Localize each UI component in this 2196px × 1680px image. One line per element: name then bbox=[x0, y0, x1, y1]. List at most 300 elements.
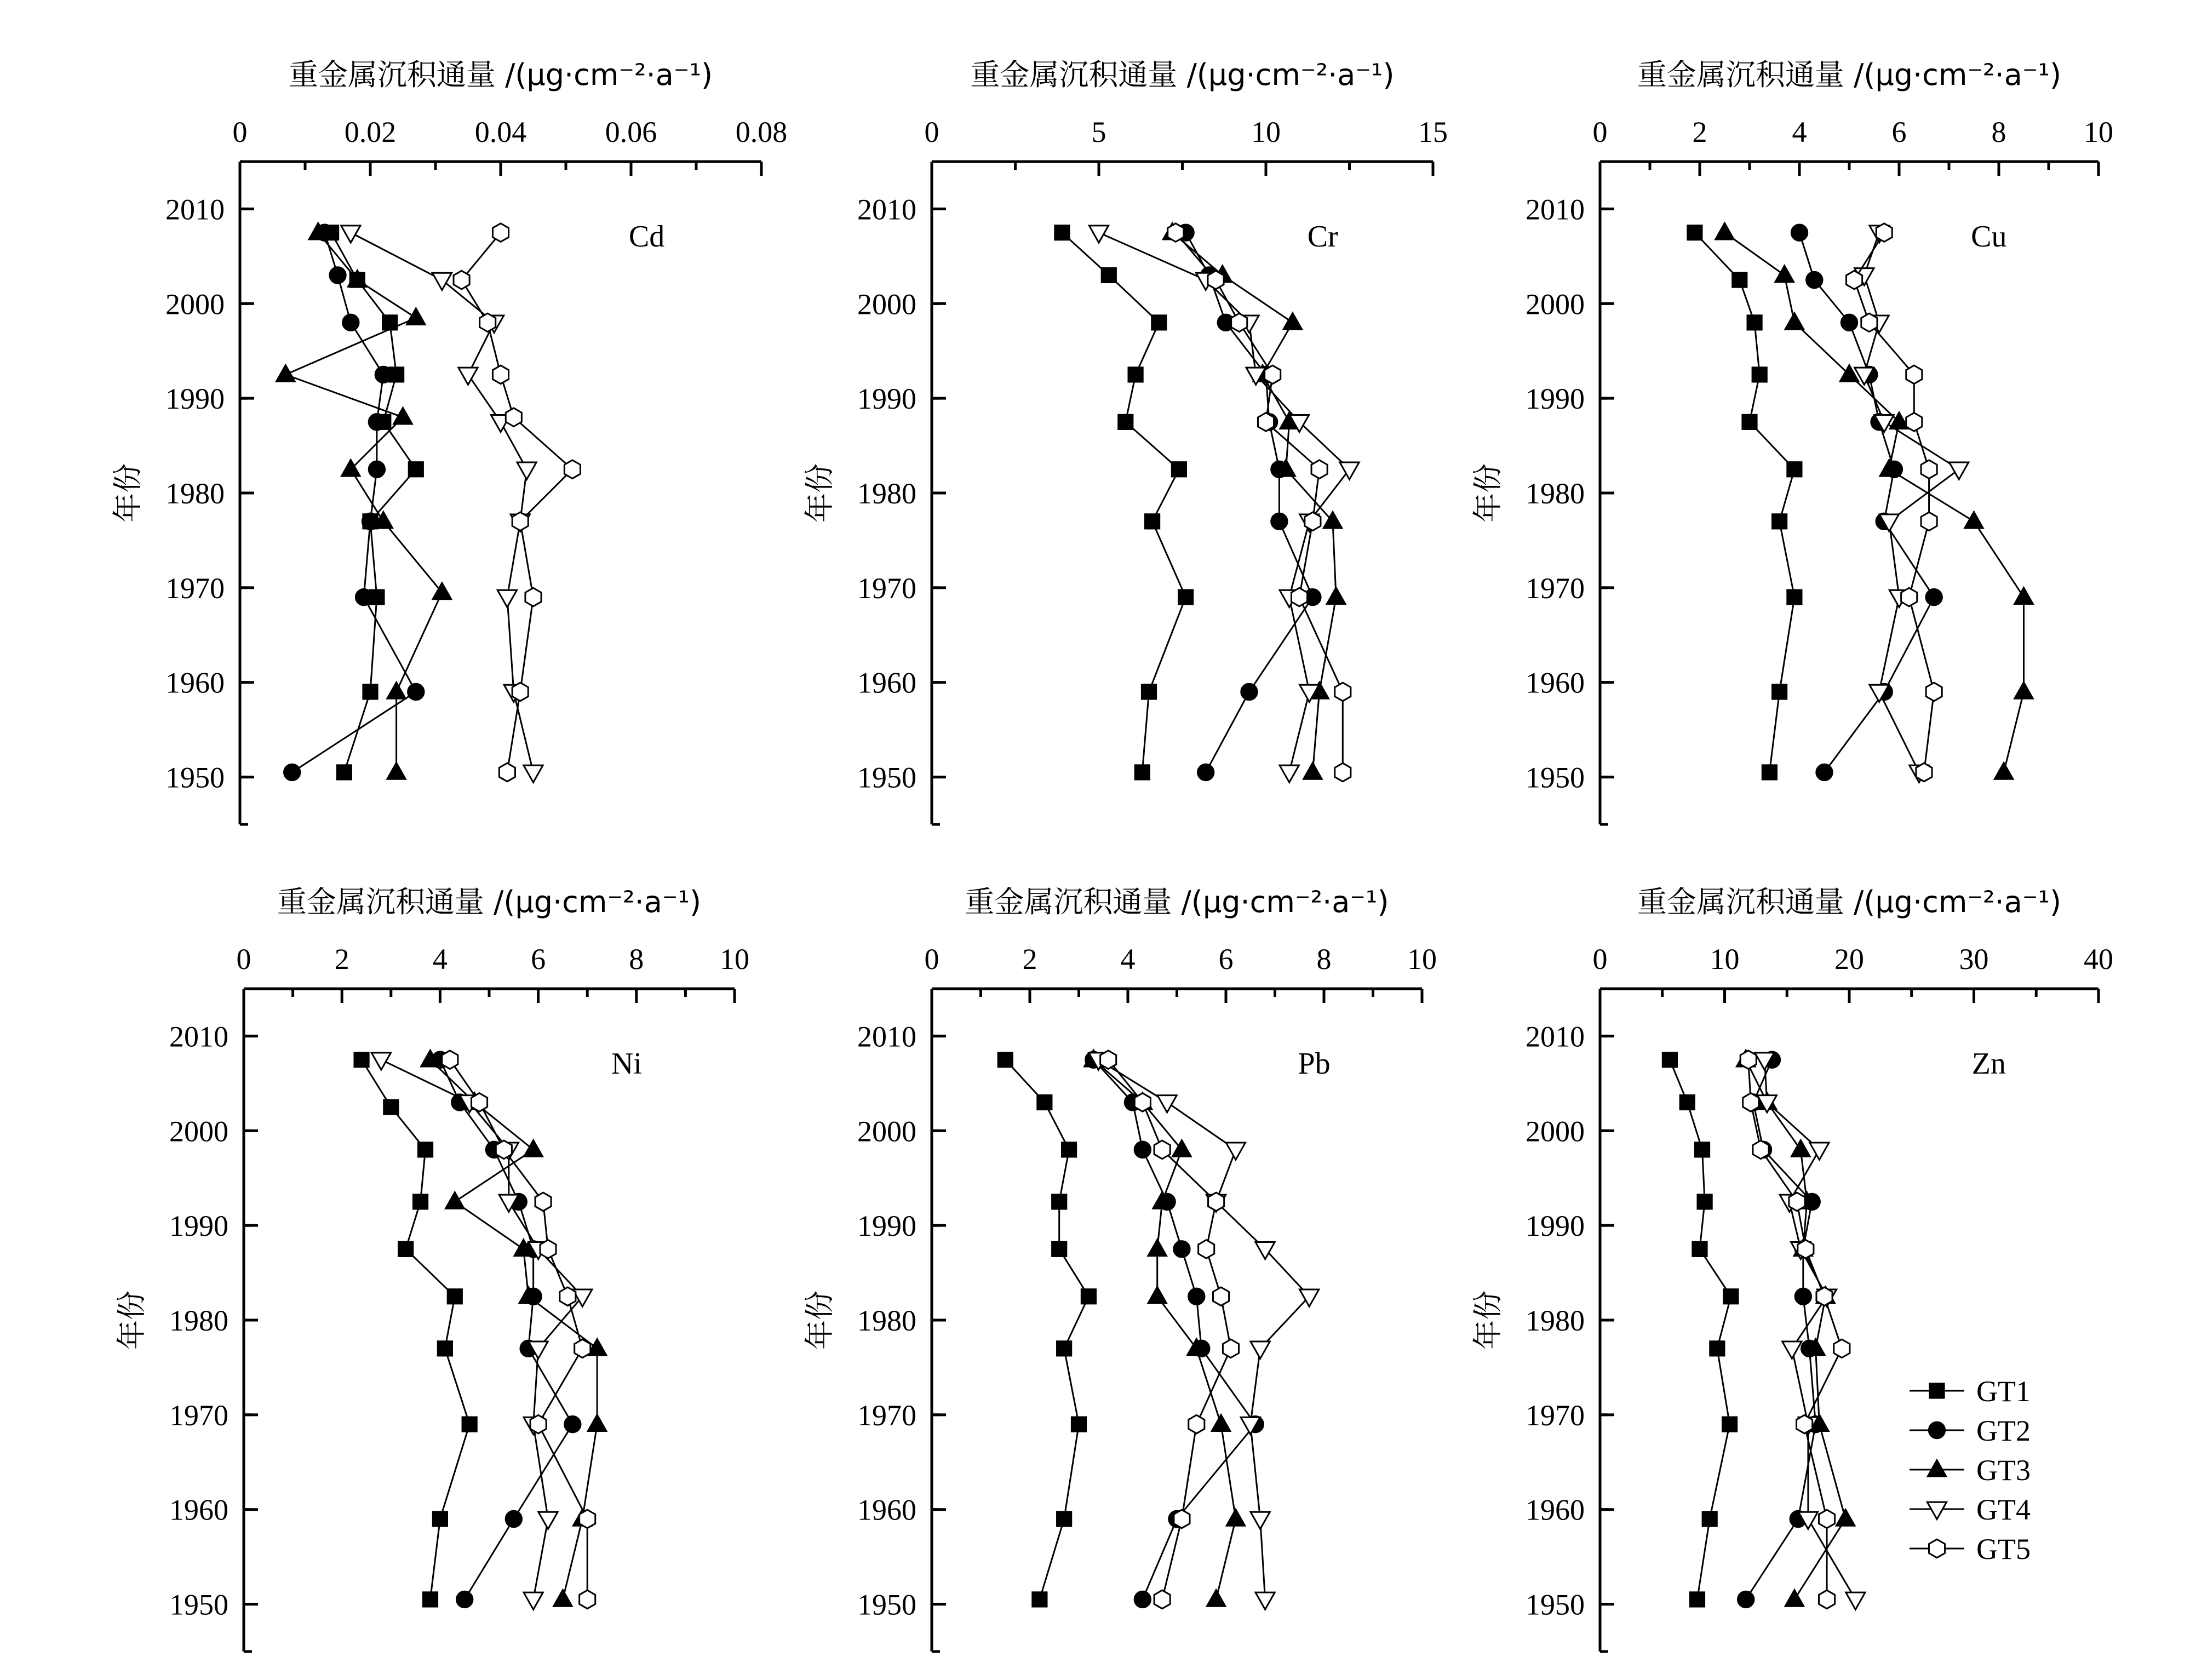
data-point bbox=[387, 682, 406, 699]
y-tick-label: 1990 bbox=[1526, 382, 1585, 416]
data-point bbox=[1208, 271, 1224, 289]
y-tick-label: 2010 bbox=[857, 193, 916, 226]
data-point bbox=[525, 588, 541, 606]
y-tick-label: 1980 bbox=[165, 477, 225, 510]
data-point bbox=[1052, 1194, 1067, 1209]
data-point bbox=[1787, 590, 1802, 605]
series-line bbox=[1854, 233, 1934, 772]
x-tick-label: 4 bbox=[1792, 116, 1807, 148]
x-tick-label: 4 bbox=[432, 943, 448, 976]
data-point bbox=[1723, 1289, 1738, 1304]
series-line bbox=[1098, 1060, 1309, 1599]
data-point bbox=[1791, 224, 1808, 240]
data-point bbox=[1787, 462, 1802, 477]
legend-marker bbox=[1929, 1539, 1945, 1558]
data-point bbox=[1901, 588, 1917, 606]
x-axis-title: 重金属沉积通量 /(μg·cm⁻²·a⁻¹) bbox=[1637, 885, 2062, 919]
x-tick-label: 0.08 bbox=[735, 116, 788, 148]
series-gt4 bbox=[1855, 226, 1969, 782]
data-point bbox=[1241, 684, 1257, 700]
data-point bbox=[1148, 1286, 1167, 1303]
data-point bbox=[1921, 460, 1937, 479]
x-tick-label: 8 bbox=[1991, 116, 2006, 148]
panel-label: Cr bbox=[1307, 220, 1338, 254]
data-point bbox=[1173, 1241, 1190, 1257]
data-point bbox=[1836, 1509, 1855, 1526]
y-tick-label: 1950 bbox=[165, 761, 225, 794]
data-point bbox=[575, 1339, 590, 1358]
data-point bbox=[1213, 1287, 1229, 1306]
y-tick-label: 1970 bbox=[169, 1398, 228, 1432]
data-point bbox=[1834, 1339, 1850, 1358]
data-point bbox=[1032, 1592, 1047, 1607]
data-point bbox=[1722, 1417, 1737, 1432]
data-point bbox=[1906, 413, 1922, 432]
data-point bbox=[1710, 1341, 1724, 1356]
data-point bbox=[1291, 588, 1307, 606]
data-point bbox=[393, 407, 412, 424]
y-tick-label: 1970 bbox=[1526, 1398, 1585, 1432]
data-point bbox=[2014, 587, 2033, 604]
data-point bbox=[1226, 1509, 1245, 1526]
data-point bbox=[432, 273, 451, 290]
data-point bbox=[1271, 513, 1287, 530]
data-point bbox=[1327, 587, 1346, 604]
data-point bbox=[1145, 514, 1160, 529]
data-point bbox=[1762, 765, 1777, 779]
data-point bbox=[1118, 415, 1133, 429]
x-tick-label: 6 bbox=[1891, 116, 1907, 148]
data-point bbox=[1926, 683, 1942, 701]
legend-label: GT1 bbox=[1976, 1375, 2031, 1408]
legend-item-gt1 bbox=[1910, 1375, 2031, 1408]
data-point bbox=[535, 1192, 551, 1211]
data-point bbox=[1752, 367, 1767, 382]
x-axis-title: 重金属沉积通量 /(μg·cm⁻²·a⁻¹) bbox=[970, 58, 1395, 92]
data-point bbox=[1154, 1140, 1170, 1159]
data-point bbox=[1732, 272, 1747, 287]
data-point bbox=[1208, 1192, 1224, 1211]
data-point bbox=[1283, 312, 1302, 329]
legend-marker bbox=[1929, 1383, 1944, 1398]
data-point bbox=[1134, 1142, 1151, 1158]
x-tick-label: 10 bbox=[2084, 116, 2113, 148]
data-point bbox=[1772, 684, 1787, 699]
data-point bbox=[1071, 1417, 1086, 1432]
data-point bbox=[560, 1287, 576, 1306]
data-point bbox=[580, 1590, 595, 1609]
data-point bbox=[442, 1051, 458, 1069]
data-point bbox=[1816, 1287, 1832, 1306]
series-line bbox=[1005, 1060, 1088, 1599]
x-tick-label: 2 bbox=[334, 943, 349, 976]
panel-cr bbox=[802, 58, 1448, 824]
legend-label: GT3 bbox=[1976, 1454, 2031, 1487]
data-point bbox=[1251, 1512, 1270, 1529]
x-tick-label: 0 bbox=[924, 943, 939, 976]
y-tick-label: 1990 bbox=[169, 1209, 228, 1243]
data-point bbox=[369, 461, 385, 478]
x-tick-label: 2 bbox=[1692, 116, 1707, 148]
x-axis-title: 重金属沉积通量 /(μg·cm⁻²·a⁻¹) bbox=[288, 58, 713, 92]
x-tick-label: 6 bbox=[1218, 943, 1234, 976]
data-point bbox=[1154, 1590, 1170, 1609]
data-point bbox=[1921, 512, 1937, 531]
y-tick-label: 1960 bbox=[857, 666, 916, 699]
data-point bbox=[2014, 682, 2033, 699]
data-point bbox=[1100, 1051, 1116, 1069]
x-axis-title: 重金属沉积通量 /(μg·cm⁻²·a⁻¹) bbox=[1637, 58, 2062, 92]
data-point bbox=[1054, 225, 1069, 240]
data-point bbox=[1747, 315, 1762, 330]
data-point bbox=[1785, 1590, 1804, 1607]
panel-label: Cd bbox=[628, 220, 665, 254]
data-point bbox=[1223, 1339, 1239, 1358]
data-point bbox=[1698, 1194, 1712, 1209]
y-tick-label: 2000 bbox=[1526, 288, 1585, 321]
data-point bbox=[276, 365, 295, 382]
data-point bbox=[354, 1052, 369, 1067]
data-point bbox=[1695, 1142, 1710, 1157]
data-point bbox=[1207, 1590, 1226, 1607]
x-tick-label: 15 bbox=[1418, 116, 1448, 148]
data-point bbox=[1251, 1341, 1270, 1358]
data-point bbox=[1172, 462, 1186, 477]
data-point bbox=[1785, 312, 1804, 329]
x-tick-label: 8 bbox=[1316, 943, 1332, 976]
data-point bbox=[284, 764, 300, 781]
data-point bbox=[356, 589, 372, 605]
data-point bbox=[1816, 764, 1832, 781]
data-point bbox=[1775, 265, 1794, 282]
data-point bbox=[1135, 765, 1150, 779]
data-point bbox=[1303, 762, 1322, 779]
data-point bbox=[1062, 1142, 1076, 1157]
data-point bbox=[1199, 1240, 1214, 1259]
y-tick-label: 1950 bbox=[1526, 761, 1585, 794]
data-point bbox=[1662, 1052, 1677, 1067]
data-point bbox=[517, 462, 536, 479]
data-point bbox=[1211, 1414, 1230, 1431]
y-tick-label: 2010 bbox=[857, 1020, 916, 1053]
data-point bbox=[387, 762, 406, 779]
y-tick-label: 1950 bbox=[857, 1588, 916, 1621]
x-tick-label: 0 bbox=[1592, 943, 1608, 976]
y-tick-label: 1990 bbox=[165, 382, 225, 416]
data-point bbox=[1148, 1239, 1167, 1256]
data-point bbox=[499, 763, 515, 782]
data-point bbox=[1258, 413, 1274, 432]
data-point bbox=[1916, 763, 1932, 782]
legend-label: GT5 bbox=[1976, 1533, 2031, 1566]
data-point bbox=[1926, 589, 1942, 605]
series-gt1 bbox=[354, 1052, 477, 1607]
data-point bbox=[1335, 683, 1351, 701]
data-point bbox=[538, 1512, 558, 1529]
data-point bbox=[998, 1052, 1013, 1067]
data-point bbox=[1806, 272, 1822, 288]
data-point bbox=[1772, 514, 1787, 529]
data-point bbox=[462, 1417, 477, 1432]
x-tick-label: 10 bbox=[1710, 943, 1740, 976]
data-point bbox=[1847, 271, 1862, 289]
panel-label: Cu bbox=[1971, 220, 2007, 254]
legend-label: GT2 bbox=[1976, 1414, 2031, 1447]
x-tick-label: 30 bbox=[1959, 943, 1989, 976]
y-axis-title: 年份 bbox=[802, 1291, 837, 1350]
data-point bbox=[1335, 763, 1351, 782]
x-axis-title: 重金属沉积通量 /(μg·cm⁻²·a⁻¹) bbox=[277, 885, 702, 919]
y-tick-label: 1960 bbox=[165, 666, 225, 699]
data-point bbox=[1134, 1591, 1151, 1608]
legend-item-gt3 bbox=[1910, 1454, 2031, 1487]
x-tick-label: 10 bbox=[1251, 116, 1281, 148]
data-point bbox=[512, 512, 528, 531]
series-gt5 bbox=[454, 223, 580, 782]
x-tick-label: 6 bbox=[531, 943, 546, 976]
x-tick-label: 0 bbox=[236, 943, 251, 976]
data-point bbox=[448, 1289, 462, 1304]
data-point bbox=[1690, 1592, 1705, 1607]
data-point bbox=[375, 366, 392, 383]
data-point bbox=[530, 1415, 546, 1434]
y-tick-label: 1970 bbox=[1526, 571, 1585, 605]
data-point bbox=[1753, 1140, 1769, 1159]
x-tick-label: 0.06 bbox=[605, 116, 657, 148]
data-point bbox=[1305, 512, 1321, 531]
y-tick-label: 1970 bbox=[857, 1398, 916, 1432]
data-point bbox=[497, 590, 517, 607]
data-point bbox=[406, 308, 426, 325]
panel-pb bbox=[802, 885, 1437, 1652]
data-point bbox=[1687, 225, 1702, 240]
data-point bbox=[1740, 1051, 1756, 1069]
series-line bbox=[362, 1060, 469, 1599]
y-tick-label: 2000 bbox=[169, 1115, 228, 1148]
y-tick-label: 1960 bbox=[1526, 1493, 1585, 1527]
y-axis-title: 年份 bbox=[110, 463, 145, 523]
y-tick-label: 1990 bbox=[857, 1209, 916, 1243]
data-point bbox=[1791, 1139, 1810, 1156]
data-point bbox=[1680, 1095, 1695, 1110]
data-point bbox=[1265, 365, 1281, 384]
data-point bbox=[524, 1592, 543, 1609]
x-axis-title: 重金属沉积通量 /(μg·cm⁻²·a⁻¹) bbox=[965, 885, 1389, 919]
data-point bbox=[564, 460, 580, 479]
data-point bbox=[458, 368, 478, 385]
data-point bbox=[1715, 222, 1734, 239]
x-tick-label: 40 bbox=[2084, 943, 2113, 976]
data-point bbox=[1151, 315, 1166, 330]
data-point bbox=[472, 1093, 488, 1112]
data-point bbox=[1226, 1143, 1245, 1160]
x-tick-label: 20 bbox=[1834, 943, 1864, 976]
data-point bbox=[1743, 1093, 1759, 1112]
y-tick-label: 2000 bbox=[1526, 1115, 1585, 1148]
data-point bbox=[1052, 1242, 1067, 1257]
data-point bbox=[1174, 1510, 1190, 1528]
data-point bbox=[456, 1591, 473, 1608]
series-gt2 bbox=[1177, 224, 1321, 781]
panel-label: Zn bbox=[1971, 1047, 2006, 1081]
data-point bbox=[445, 1192, 465, 1209]
data-point bbox=[580, 1510, 595, 1528]
data-point bbox=[342, 314, 359, 331]
data-point bbox=[1994, 762, 2014, 779]
series-gt1 bbox=[1662, 1052, 1739, 1607]
data-point bbox=[1810, 1143, 1829, 1160]
data-point bbox=[1861, 313, 1877, 332]
data-point bbox=[506, 1511, 522, 1527]
series-gt2 bbox=[432, 1051, 581, 1608]
series-line bbox=[1670, 1060, 1730, 1599]
data-point bbox=[1168, 223, 1184, 242]
series-gt4 bbox=[1089, 1053, 1319, 1609]
legend-label: GT4 bbox=[1976, 1493, 2031, 1526]
y-tick-label: 1960 bbox=[169, 1493, 228, 1527]
x-tick-label: 0 bbox=[924, 116, 939, 148]
x-tick-label: 0.02 bbox=[344, 116, 397, 148]
data-point bbox=[1311, 460, 1327, 479]
data-point bbox=[438, 1341, 452, 1356]
data-point bbox=[1102, 268, 1116, 283]
legend-marker bbox=[1927, 1502, 1946, 1519]
data-point bbox=[1798, 1240, 1814, 1259]
data-point bbox=[1819, 1510, 1835, 1528]
data-point bbox=[1081, 1289, 1096, 1304]
series-gt2 bbox=[1791, 224, 1942, 781]
data-point bbox=[1841, 314, 1857, 331]
y-tick-label: 2010 bbox=[169, 1020, 228, 1053]
data-point bbox=[413, 1194, 428, 1209]
y-tick-label: 1970 bbox=[857, 571, 916, 605]
y-tick-label: 1960 bbox=[857, 1493, 916, 1527]
data-point bbox=[1128, 367, 1143, 382]
data-point bbox=[1819, 1590, 1835, 1609]
data-point bbox=[363, 684, 377, 699]
data-point bbox=[512, 683, 528, 701]
x-tick-label: 10 bbox=[720, 943, 749, 976]
data-point bbox=[409, 462, 423, 477]
data-point bbox=[564, 1416, 581, 1432]
data-point bbox=[1782, 1341, 1802, 1358]
y-axis-title: 年份 bbox=[114, 1291, 149, 1350]
data-point bbox=[1057, 1511, 1071, 1526]
x-tick-label: 4 bbox=[1120, 943, 1136, 976]
x-tick-label: 10 bbox=[1407, 943, 1437, 976]
series-gt1 bbox=[998, 1052, 1096, 1607]
data-point bbox=[1964, 511, 1983, 528]
x-tick-label: 0 bbox=[232, 116, 248, 148]
series-gt1 bbox=[1054, 225, 1193, 779]
x-tick-label: 2 bbox=[1022, 943, 1037, 976]
data-point bbox=[480, 313, 496, 332]
y-tick-label: 2000 bbox=[857, 288, 916, 321]
data-point bbox=[1188, 1288, 1205, 1305]
y-tick-label: 2010 bbox=[165, 193, 225, 226]
x-tick-label: 5 bbox=[1091, 116, 1106, 148]
data-point bbox=[398, 1242, 413, 1257]
data-point bbox=[524, 765, 543, 782]
data-point bbox=[524, 1139, 543, 1156]
data-point bbox=[540, 1240, 556, 1259]
data-point bbox=[1692, 1242, 1707, 1257]
data-point bbox=[1057, 1341, 1071, 1356]
data-point bbox=[1797, 1415, 1813, 1434]
data-point bbox=[1950, 462, 1969, 479]
panel-ni bbox=[114, 885, 750, 1652]
y-axis-title: 年份 bbox=[1470, 1291, 1505, 1350]
data-point bbox=[1795, 1288, 1811, 1305]
data-point bbox=[369, 414, 385, 430]
data-point bbox=[423, 1592, 438, 1607]
data-point bbox=[1906, 365, 1922, 384]
y-tick-label: 2000 bbox=[165, 288, 225, 321]
legend-marker bbox=[1927, 1460, 1946, 1477]
data-point bbox=[1037, 1095, 1052, 1110]
data-point bbox=[492, 365, 508, 384]
y-tick-label: 1980 bbox=[857, 477, 916, 510]
data-point bbox=[1134, 1093, 1150, 1112]
y-tick-label: 1950 bbox=[169, 1588, 228, 1621]
data-point bbox=[341, 226, 360, 243]
y-tick-label: 1960 bbox=[1526, 666, 1585, 699]
data-point bbox=[1738, 1591, 1754, 1608]
data-point bbox=[433, 1511, 448, 1526]
data-point bbox=[1089, 226, 1108, 243]
data-point bbox=[454, 271, 469, 289]
data-point bbox=[1142, 684, 1156, 699]
y-tick-label: 1990 bbox=[857, 382, 916, 416]
panel-label: Pb bbox=[1298, 1047, 1331, 1081]
legend-item-gt5 bbox=[1910, 1533, 2031, 1566]
y-tick-label: 1980 bbox=[1526, 477, 1585, 510]
data-point bbox=[496, 1140, 512, 1159]
y-tick-label: 2000 bbox=[857, 1115, 916, 1148]
y-tick-label: 1980 bbox=[1526, 1304, 1585, 1337]
data-point bbox=[553, 1590, 572, 1607]
series-gt1 bbox=[1687, 225, 1802, 779]
data-point bbox=[1876, 223, 1892, 242]
data-point bbox=[1157, 1096, 1177, 1113]
data-point bbox=[1702, 1511, 1717, 1526]
x-tick-label: 8 bbox=[629, 943, 644, 976]
data-point bbox=[1280, 765, 1299, 782]
data-point bbox=[383, 1099, 398, 1114]
panel-label: Ni bbox=[611, 1047, 642, 1081]
series-line bbox=[1093, 1060, 1236, 1599]
y-tick-label: 2010 bbox=[1526, 193, 1585, 226]
data-point bbox=[1789, 1192, 1805, 1211]
series-line bbox=[1062, 233, 1186, 772]
legend bbox=[1910, 1375, 2031, 1566]
panel-cu bbox=[1471, 58, 2114, 824]
data-point bbox=[492, 223, 508, 242]
y-tick-label: 2010 bbox=[1526, 1020, 1585, 1053]
y-tick-label: 1950 bbox=[1526, 1588, 1585, 1621]
x-tick-label: 0 bbox=[1592, 116, 1608, 148]
data-point bbox=[588, 1414, 607, 1431]
legend-marker bbox=[1929, 1422, 1945, 1438]
data-point bbox=[1197, 764, 1214, 781]
y-tick-label: 1980 bbox=[857, 1304, 916, 1337]
y-tick-label: 1990 bbox=[1526, 1209, 1585, 1243]
data-point bbox=[1742, 415, 1757, 429]
data-point bbox=[1846, 1592, 1865, 1609]
series-gt5 bbox=[1847, 223, 1942, 782]
data-point bbox=[337, 765, 352, 779]
series-gt4 bbox=[371, 1053, 592, 1609]
